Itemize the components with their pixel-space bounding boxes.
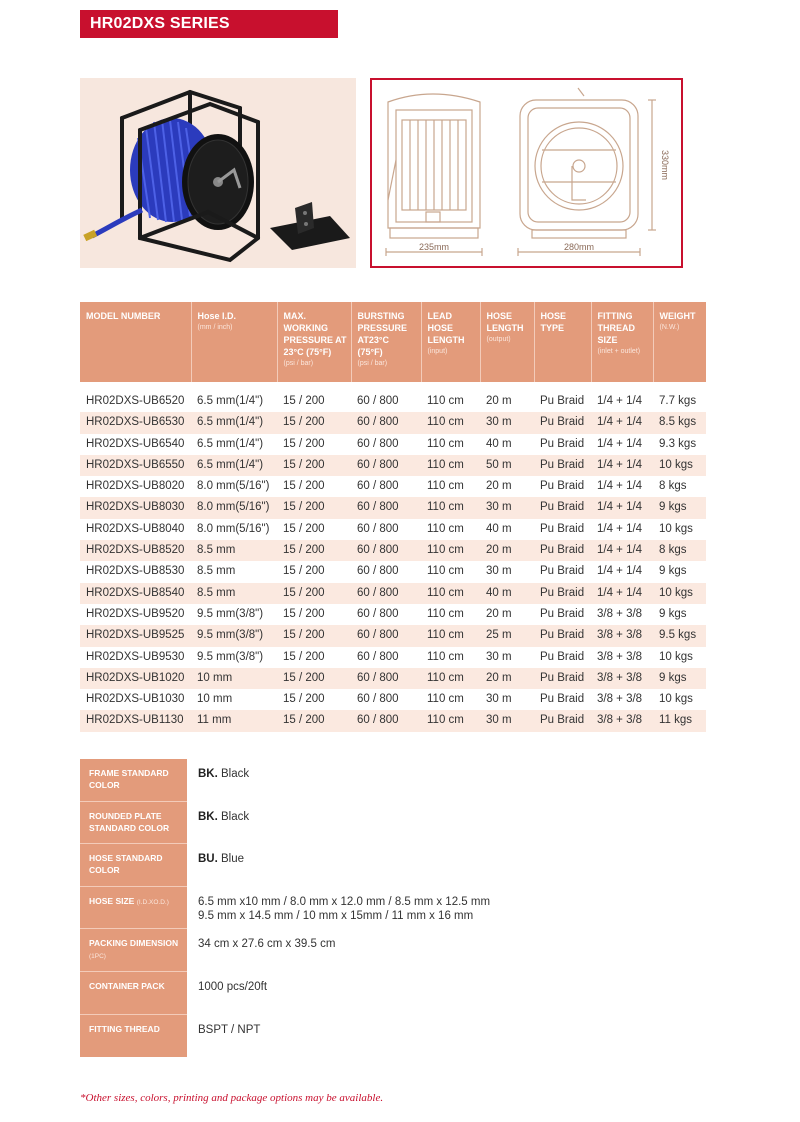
table-cell: 10 mm [197, 693, 233, 706]
table-cell: Pu Braid [534, 497, 591, 518]
table-cell: 8.5 kgs [653, 412, 706, 433]
table-cell: 9.5 mm(3/8") [191, 625, 277, 646]
column-header-label: LEAD HOSE LENGTH [427, 311, 465, 345]
table-cell: 1/4 + 1/4 [591, 583, 653, 604]
table-cell: 60 / 800 [351, 540, 421, 561]
table-cell: 50 m [480, 455, 534, 476]
table-cell: 15 / 200 [283, 565, 325, 578]
table-cell: 8.0 mm(5/16") [191, 497, 277, 518]
table-cell: 110 cm [427, 565, 464, 578]
table-cell: 1/4 + 1/4 [597, 395, 643, 407]
table-cell: 110 cm [421, 497, 480, 518]
color-code: BK. [198, 768, 218, 780]
column-header-unit: (psi / bar) [283, 360, 314, 367]
attribute-row [80, 844, 640, 887]
attribute-row [80, 1015, 640, 1058]
table-cell: 20 m [486, 395, 512, 407]
table-cell: 15 / 200 [283, 395, 325, 407]
column-header [591, 302, 653, 382]
table-cell: Pu Braid [540, 437, 585, 450]
spec-table [80, 302, 706, 732]
attribute-label-text: HOSE SIZE [89, 895, 135, 906]
attribute-label-note: (1PC) [89, 953, 106, 961]
table-cell: 60 / 800 [357, 522, 399, 535]
table-cell: HR02DXS-UB6550 [80, 455, 191, 476]
attribute-label-text: CONTAINER PACK [89, 980, 165, 991]
column-header-unit: (mm / inch) [197, 324, 233, 331]
table-cell: HR02DXS-UB8520 [80, 540, 191, 561]
column-header [351, 302, 421, 382]
table-cell: 60 / 800 [351, 710, 421, 731]
table-cell: 110 cm [427, 650, 464, 663]
table-cell: 10 kgs [653, 583, 706, 604]
table-header [80, 302, 706, 382]
attribute-value [187, 759, 249, 802]
table-cell: 40 m [486, 522, 512, 535]
dimension-diagram [372, 80, 681, 266]
table-cell: 60 / 800 [351, 625, 421, 646]
table-cell: 15 / 200 [277, 412, 351, 433]
column-header-label: MODEL NUMBER [86, 311, 161, 321]
table-cell: 60 / 800 [351, 412, 421, 433]
table-cell: 60 / 800 [357, 650, 399, 663]
table-cell: Pu Braid [540, 607, 585, 620]
table-cell: 10 kgs [653, 455, 706, 476]
table-row [80, 434, 706, 455]
attribute-value-line: Black [221, 768, 250, 780]
table-cell: 1/4 + 1/4 [597, 437, 643, 450]
table-cell: 110 cm [427, 395, 464, 407]
table-cell: 40 m [480, 583, 534, 604]
column-header-label: MAX. WORKING PRESSURE AT 23°C (75°F) [283, 311, 347, 357]
table-cell: HR02DXS-UB1130 [80, 710, 191, 731]
table-cell: HR02DXS-UB9520 [86, 607, 185, 620]
table-cell: Pu Braid [540, 395, 585, 407]
attribute-label-text: HOSE STANDARD COLOR [89, 853, 163, 876]
table-cell: 9.5 kgs [653, 625, 706, 646]
table-row [80, 710, 706, 731]
attribute-label [80, 972, 187, 1015]
table-cell: HR02DXS-UB9530 [86, 650, 185, 663]
table-row [80, 583, 706, 604]
table-cell: 9 kgs [659, 607, 687, 620]
table-cell: 15 / 200 [283, 650, 325, 663]
table-cell: 40 m [486, 437, 512, 450]
table-cell: 9.5 mm(3/8") [197, 650, 264, 663]
table-cell: 60 / 800 [357, 437, 399, 450]
table-cell: 9 kgs [659, 565, 687, 578]
table-cell: HR02DXS-UB1020 [80, 668, 191, 689]
table-row [80, 668, 706, 689]
column-header-label: FITTING THREAD SIZE [597, 311, 635, 345]
table-cell: HR02DXS-UB8030 [80, 497, 191, 518]
table-cell: 110 cm [421, 668, 480, 689]
table-cell: HR02DXS-UB9525 [80, 625, 191, 646]
table-cell: Pu Braid [534, 540, 591, 561]
column-header [534, 302, 591, 382]
table-cell: 15 / 200 [277, 625, 351, 646]
table-cell: HR02DXS-UB8020 [86, 480, 185, 493]
attribute-value-line: 6.5 mm x10 mm / 8.0 mm x 12.0 mm / 8.5 mm x 12.5 mm [198, 895, 491, 908]
column-header-unit: (input) [427, 348, 448, 355]
table-cell: 1/4 + 1/4 [597, 522, 643, 535]
table-cell: 110 cm [427, 522, 464, 535]
table-cell: Pu Braid [540, 480, 585, 493]
attribute-label [80, 759, 187, 802]
table-cell: 110 cm [421, 412, 480, 433]
table-cell: 10 kgs [659, 650, 693, 663]
table-cell: 30 m [480, 710, 534, 731]
table-cell: 15 / 200 [283, 607, 325, 620]
attribute-value [187, 844, 244, 887]
column-header-label: WEIGHT [659, 311, 696, 321]
table-cell: 1/4 + 1/4 [591, 412, 653, 433]
table-cell: 3/8 + 3/8 [597, 693, 643, 706]
table-cell: HR02DXS-UB8530 [86, 565, 185, 578]
table-cell: 6.5 mm(1/4") [197, 437, 264, 450]
width-label: 235mm [418, 242, 450, 252]
attribute-value-line: 1000 pcs/20ft [198, 980, 268, 993]
attribute-value [187, 929, 335, 972]
table-cell: 110 cm [427, 607, 464, 620]
table-cell: 8 kgs [653, 540, 706, 561]
page-title: HR02DXS SERIES [80, 10, 338, 38]
table-cell: 110 cm [427, 480, 464, 493]
table-cell: Pu Braid [534, 625, 591, 646]
table-cell: 110 cm [427, 437, 464, 450]
table-cell: 8.5 mm [191, 583, 277, 604]
table-cell: Pu Braid [540, 522, 585, 535]
table-cell: 60 / 800 [357, 607, 399, 620]
table-cell: 110 cm [421, 625, 480, 646]
attribute-value [187, 1015, 260, 1058]
table-cell: 3/8 + 3/8 [597, 650, 643, 663]
table-cell: Pu Braid [540, 565, 585, 578]
attribute-value-line: 9.5 mm x 14.5 mm / 10 mm x 15mm / 11 mm x 16 mm [198, 909, 474, 922]
attribute-row [80, 972, 640, 1015]
table-cell: 15 / 200 [283, 437, 325, 450]
color-code: BK. [198, 810, 218, 823]
column-header-unit: (output) [486, 336, 511, 343]
table-body [80, 382, 706, 732]
table-cell: 30 m [480, 497, 534, 518]
table-cell: 30 m [486, 565, 512, 578]
table-cell: 11 mm [191, 710, 277, 731]
attribute-value [187, 972, 267, 1015]
table-cell: 60 / 800 [351, 583, 421, 604]
column-header [80, 302, 191, 382]
color-code: BU. [198, 853, 218, 866]
table-cell: 60 / 800 [357, 565, 399, 578]
table-cell: 60 / 800 [357, 480, 399, 493]
table-cell: Pu Braid [534, 668, 591, 689]
table-cell: 15 / 200 [277, 497, 351, 518]
depth-label: 280mm [563, 242, 595, 252]
column-header-unit: (N.W.) [659, 324, 680, 331]
table-cell: Pu Braid [534, 710, 591, 731]
table-cell: 60 / 800 [351, 455, 421, 476]
table-cell: 6.5 mm(1/4") [197, 395, 264, 407]
table-row [80, 455, 706, 476]
table-cell: HR02DXS-UB8540 [80, 583, 191, 604]
table-cell: 8.0 mm(5/16") [197, 522, 270, 535]
table-cell: 1/4 + 1/4 [597, 565, 643, 578]
attribute-label-text: PACKING DIMENSION [89, 938, 179, 949]
column-header [421, 302, 480, 382]
footnote: *Other sizes, colors, printing and package options may be available. [80, 1092, 384, 1104]
attribute-label-text: FITTING THREAD [89, 1023, 160, 1034]
table-row [80, 412, 706, 433]
table-row [80, 689, 706, 710]
table-cell: 60 / 800 [351, 668, 421, 689]
column-header-label: HOSE LENGTH [486, 311, 524, 333]
table-cell: 15 / 200 [283, 693, 325, 706]
table-cell: 9 kgs [653, 497, 706, 518]
table-row [80, 604, 706, 625]
table-cell: 1/4 + 1/4 [591, 455, 653, 476]
table-cell: HR02DXS-UB6540 [86, 437, 185, 450]
attribute-value-line: BSPT / NPT [198, 1023, 261, 1036]
height-label: 330mm [660, 149, 670, 181]
table-cell: Pu Braid [534, 412, 591, 433]
table-row [80, 540, 706, 561]
table-cell: Pu Braid [540, 650, 585, 663]
attribute-label [80, 929, 187, 972]
table-cell: 3/8 + 3/8 [591, 668, 653, 689]
table-row [80, 647, 706, 668]
table-cell: 1/4 + 1/4 [597, 480, 643, 493]
table-cell: 9 kgs [653, 668, 706, 689]
column-header [277, 302, 351, 382]
attribute-label-text: FRAME STANDARD COLOR [89, 768, 169, 790]
table-cell: 20 m [480, 540, 534, 561]
attribute-value-line: 34 cm x 27.6 cm x 39.5 cm [198, 938, 336, 951]
table-cell: 3/8 + 3/8 [591, 710, 653, 731]
table-cell: 30 m [486, 693, 512, 706]
table-cell: 110 cm [421, 540, 480, 561]
table-cell: 15 / 200 [283, 480, 325, 493]
table-cell: 6.5 mm(1/4") [191, 412, 277, 433]
table-cell: 60 / 800 [357, 395, 399, 407]
table-cell: 110 cm [427, 693, 464, 706]
table-cell: 110 cm [421, 583, 480, 604]
table-cell: 15 / 200 [277, 455, 351, 476]
table-cell: 15 / 200 [277, 583, 351, 604]
attribute-value-line: Blue [221, 853, 245, 866]
table-row [80, 497, 706, 518]
table-cell: 110 cm [421, 455, 480, 476]
column-header-label: BURSTING PRESSURE AT23°C (75°F) [357, 311, 408, 357]
table-cell: 10 kgs [659, 522, 693, 535]
table-cell: 8.5 mm [191, 540, 277, 561]
hose-reel-illustration [80, 78, 356, 268]
column-header-label: Hose I.D. [197, 311, 237, 321]
table-cell: Pu Braid [540, 693, 585, 706]
attribute-label-text: ROUNDED PLATE STANDARD COLOR [89, 810, 170, 833]
attribute-label [80, 1015, 187, 1058]
table-cell: 11 kgs [653, 710, 706, 731]
table-cell: 1/4 + 1/4 [591, 540, 653, 561]
attribute-label-note: (I.D.XO.D.) [136, 898, 169, 906]
table-cell: 8.0 mm(5/16") [197, 480, 270, 493]
table-cell: 15 / 200 [277, 710, 351, 731]
table-cell: 6.5 mm(1/4") [191, 455, 277, 476]
table-row [80, 519, 706, 540]
table-cell: 20 m [486, 607, 512, 620]
table-cell: 10 mm [191, 668, 277, 689]
table-cell: HR02DXS-UB6520 [86, 395, 185, 407]
table-cell: 20 m [480, 668, 534, 689]
attribute-row [80, 802, 640, 845]
table-cell: 15 / 200 [277, 540, 351, 561]
table-cell: 60 / 800 [357, 693, 399, 706]
table-cell: 15 / 200 [283, 522, 325, 535]
attribute-value [187, 802, 249, 845]
attribute-panel [80, 759, 640, 1057]
table-row [80, 391, 706, 412]
table-cell: 9.5 mm(3/8") [197, 607, 264, 620]
table-cell: 10 kgs [659, 693, 693, 706]
column-header-unit: (psi / bar) [357, 360, 388, 367]
table-row [80, 625, 706, 646]
table-cell: 9.3 kgs [659, 437, 697, 450]
table-cell: 20 m [486, 480, 512, 493]
table-cell: 8.5 mm [197, 565, 236, 578]
attribute-value-line: Black [221, 810, 250, 823]
table-cell: 8 kgs [659, 480, 687, 493]
table-row [80, 561, 706, 582]
table-row [80, 476, 706, 497]
product-photo [80, 78, 356, 268]
table-cell: HR02DXS-UB8040 [86, 522, 185, 535]
attribute-row [80, 759, 640, 802]
table-cell: 3/8 + 3/8 [597, 607, 643, 620]
attribute-row [80, 887, 640, 930]
table-cell: 30 m [486, 650, 512, 663]
attribute-label [80, 844, 187, 887]
attribute-row [80, 929, 640, 972]
table-cell: 30 m [480, 412, 534, 433]
attribute-label [80, 802, 187, 845]
table-cell: 3/8 + 3/8 [591, 625, 653, 646]
table-cell: Pu Braid [534, 583, 591, 604]
table-cell: HR02DXS-UB1030 [86, 693, 185, 706]
column-header-label: HOSE TYPE [540, 311, 567, 333]
table-cell: Pu Braid [534, 455, 591, 476]
attribute-value [187, 887, 490, 930]
table-cell: 1/4 + 1/4 [591, 497, 653, 518]
table-cell: 60 / 800 [351, 497, 421, 518]
table-cell: 110 cm [421, 710, 480, 731]
column-header [653, 302, 706, 382]
table-cell: 15 / 200 [277, 668, 351, 689]
table-cell: 7.7 kgs [659, 395, 697, 407]
attribute-label [80, 887, 187, 930]
column-header [480, 302, 534, 382]
column-header [191, 302, 277, 382]
column-header-unit: (inlet + outlet) [597, 348, 641, 355]
table-cell: HR02DXS-UB6530 [80, 412, 191, 433]
table-cell: 25 m [480, 625, 534, 646]
dimension-drawing [370, 78, 683, 268]
